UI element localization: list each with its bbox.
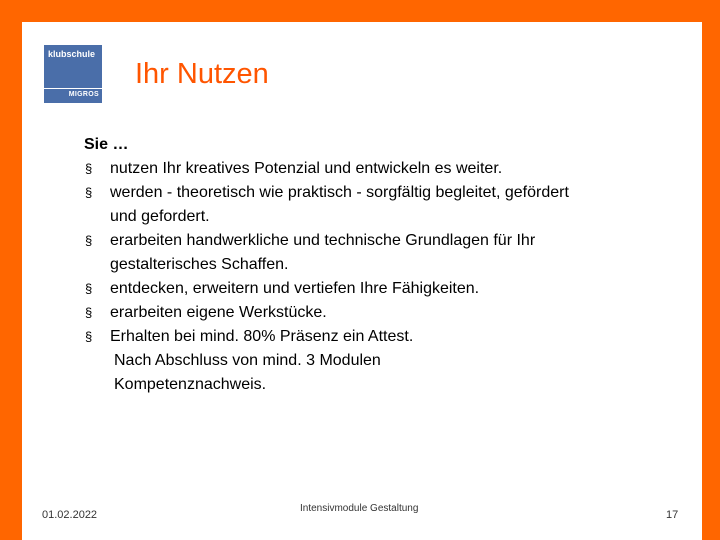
completion-note (84, 349, 644, 397)
list-item-line: werden - theoretisch wie praktisch - sorgfältig begleitet, gefördert (110, 184, 569, 201)
list-item (84, 181, 644, 229)
list-item-line: Erhalten bei mind. 80% Präsenz ein Attest. (110, 328, 414, 345)
note-line: Nach Abschluss von mind. 3 Modulen (114, 352, 381, 369)
list-item-line: und gefordert. (110, 208, 210, 225)
klubschule-migros-logo (44, 45, 102, 103)
logo-sub-text: MIGROS (68, 91, 99, 98)
footer-title: Intensivmodule Gestaltung (300, 503, 419, 514)
bullet-icon: § (85, 305, 93, 320)
bullet-icon: § (85, 161, 93, 176)
list-item-line: nutzen Ihr kreatives Potenzial und entwickeln es weiter. (110, 160, 503, 177)
list-item-line: erarbeiten eigene Werkstücke. (110, 304, 327, 321)
list-item (84, 325, 644, 349)
bullet-icon: § (85, 185, 93, 200)
slide-body (84, 133, 644, 397)
logo-divider (44, 88, 102, 89)
slide-title: Ihr Nutzen (135, 58, 269, 90)
list-item (84, 229, 644, 277)
bullet-icon: § (85, 233, 93, 248)
list-item (84, 301, 644, 325)
list-item-line: entdecken, erweitern und vertiefen Ihre Fähigkeiten. (110, 280, 480, 297)
slide (22, 22, 702, 540)
intro-text: Sie … (84, 136, 129, 153)
list-item-line: erarbeiten handwerkliche und technische Grundlagen für Ihr (110, 232, 536, 249)
list-item (84, 277, 644, 301)
list-item-line: gestalterisches Schaffen. (110, 256, 289, 273)
note-line: Kompetenznachweis. (114, 376, 267, 393)
page-number: 17 (666, 509, 679, 521)
bullet-icon: § (85, 281, 93, 296)
benefit-list (84, 157, 644, 349)
bullet-icon: § (85, 329, 93, 344)
footer-date: 01.02.2022 (42, 509, 98, 521)
list-item (84, 157, 644, 181)
logo-brand-text: klubschule (48, 49, 96, 59)
